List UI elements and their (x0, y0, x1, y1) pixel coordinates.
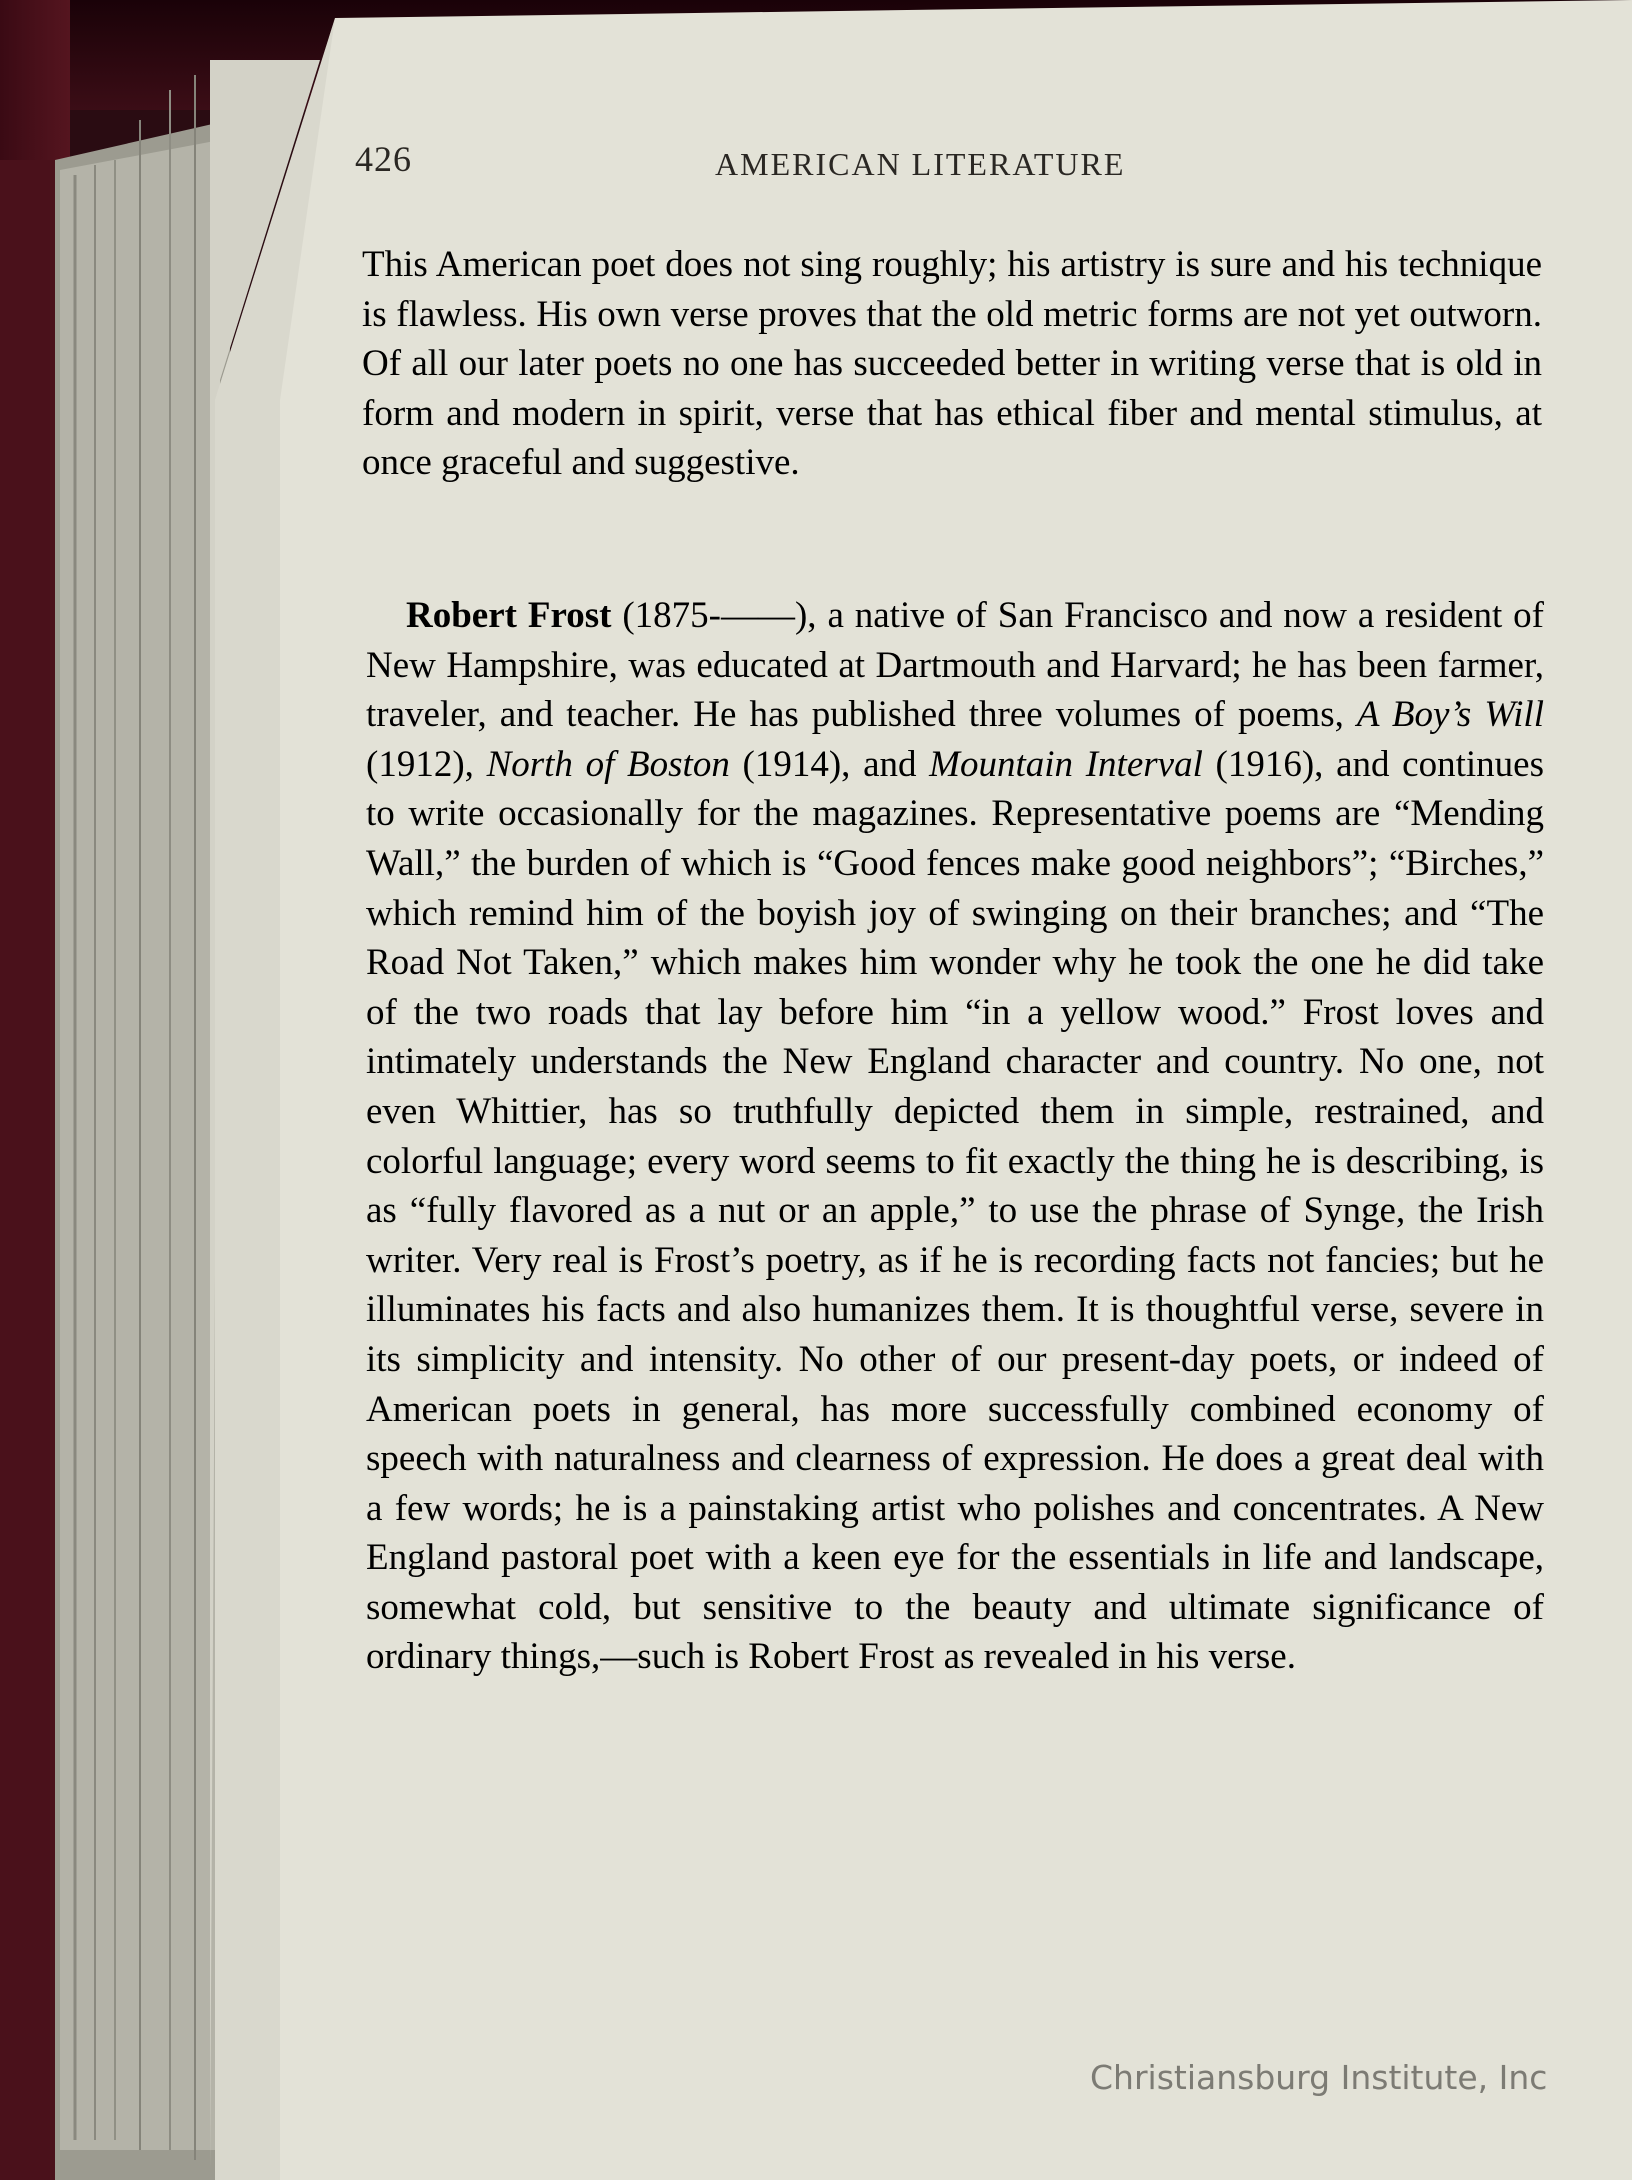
watermark: Christiansburg Institute, Inc (1090, 2058, 1548, 2097)
book-title-italic: Mountain Interval (929, 743, 1203, 785)
page-number: 426 (355, 139, 412, 179)
running-head (355, 138, 1545, 188)
author-name: Robert Frost (406, 595, 612, 636)
paragraph-robert-frost (366, 591, 1544, 1682)
paragraph-text: (1914), and (729, 743, 930, 785)
paragraph-text: (1916), and continues to write occasionally for the magazines. Representative poems are “Mending Wall,” the burden of which is “Good fences make good neighbors”; “Birches,” which remind him of the boyish joy of swinging on their branches; and “The Road Not Taken,” which makes him wonder why he took the one he did take of the two roads that lay before him “in a yellow wood.” Frost loves and intimately understands the New England character and country. No one, not even Whittier, has so truthfully depicted them in simple, restrained, and colorful language; every word seems to fit exactly the thing he is describing, is as “fully flavored as a nut or an apple,” to use the phrase of Synge, the Irish writer. Very real is Frost’s poetry, as if he is recording facts not fancies; but he illuminates his facts and also humanizes them. It is thoughtful verse, severe in its simplicity and intensity. No other of our present-day poets, or indeed of American poets in general, has more successfully combined economy of speech with naturalness and clearness of expression. He does a great deal with a few words; he is a painstaking artist who polishes and concentrates. A New England pastoral poet with a keen eye for the essentials in life and landscape, somewhat cold, but sensitive to the beauty and ultimate significance of ordinary things,—such is Robert Frost as revealed in his verse. (366, 743, 1544, 1678)
paragraph-text: (1875-——), a native of San Francisco and now a resident of New Hampshire, was educated at Dartmouth and Harvard; he has been farmer, traveler, and teacher. He has published three volumes of poems, (366, 595, 1544, 736)
book-title-italic: A Boy’s Will (1356, 694, 1544, 736)
paragraph-text: (1912), (366, 743, 487, 785)
book-title: AMERICAN LITERATURE (715, 146, 1126, 182)
paragraph-intro: This American poet does not sing roughly; his artistry is sure and his technique is flawless. His own verse proves that the old metric forms are not yet outworn. Of all our later poets no one has succeeded better in writing verse that is old in form and modern in spirit, verse that has ethical fiber and mental stimulus, at once graceful and suggestive. (362, 244, 1542, 484)
book-title-italic: North of Boston (486, 743, 730, 785)
